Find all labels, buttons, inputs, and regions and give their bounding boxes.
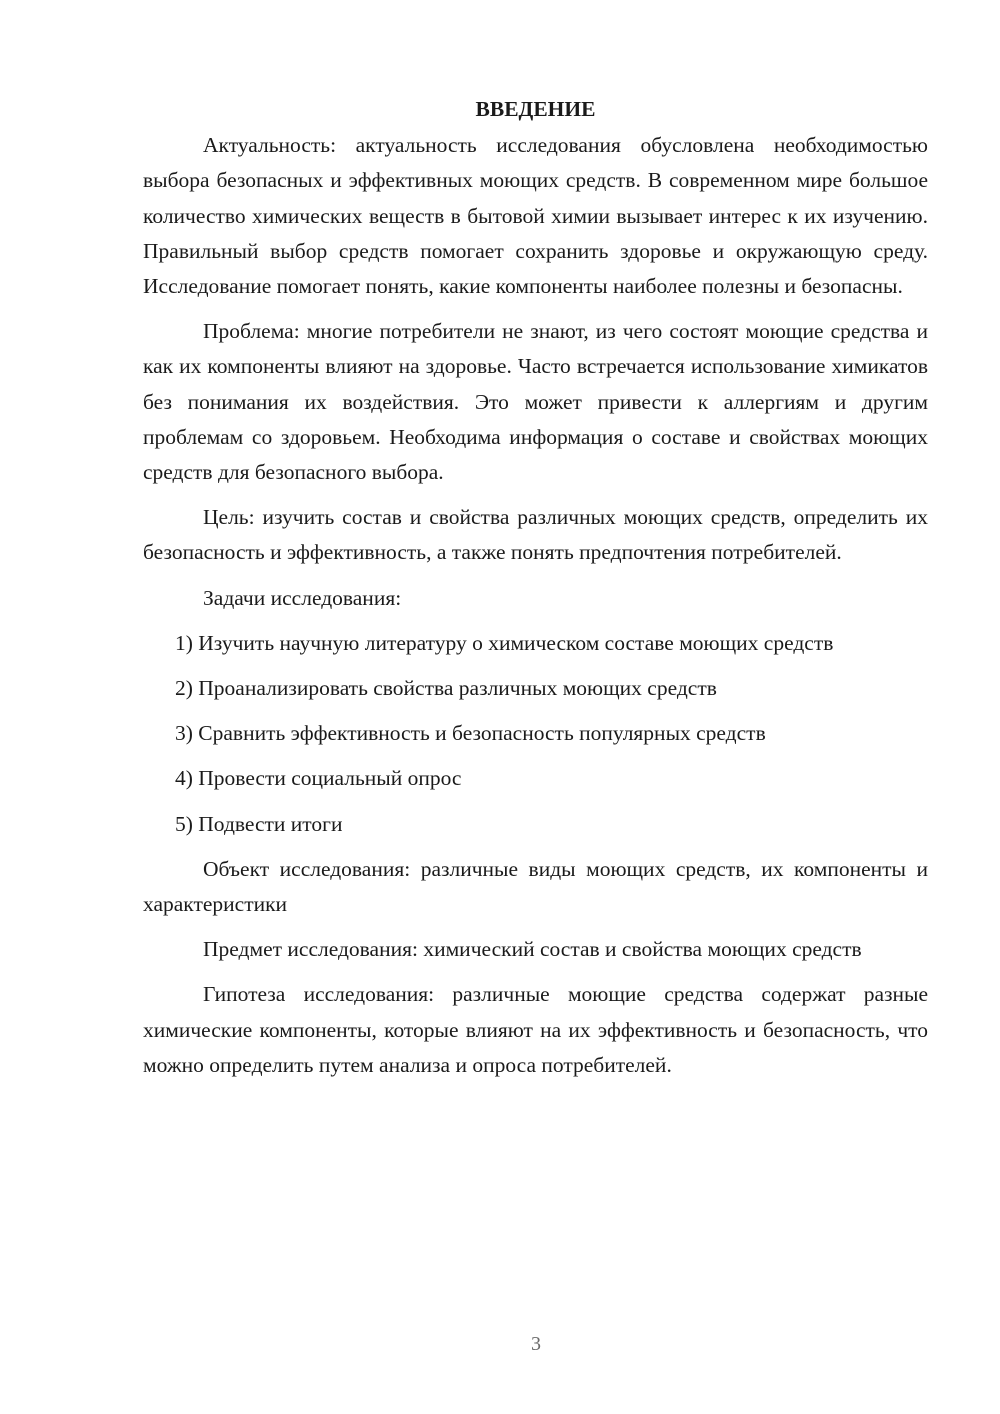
paragraph-goal: Цель: изучить состав и свойства различных моющих средств, определить их безопасность и эффективность, а также понять предпочтения потребителей. <box>143 505 928 565</box>
task-item: 1) Изучить научную литературу о химическом составе моющих средств <box>175 630 834 655</box>
paragraph-problem: Проблема: многие потребители не знают, из чего состоят моющие средства и как их компоненты влияют на здоровье. Часто встречается использование химикатов без понимания их воздействия. Это может привести к аллергиям и другим проблемам со здоровьем. Необходима информация о составе и свойствах моющих средств для безопасного выбора. <box>143 319 928 485</box>
task-item: 4) Провести социальный опрос <box>175 766 462 791</box>
task-item: 2) Проанализировать свойства различных моющих средств <box>175 676 717 701</box>
document-page <box>143 92 928 1093</box>
page-title: ВВЕДЕНИЕ <box>475 97 596 121</box>
task-item: 3) Сравнить эффективность и безопасность популярных средств <box>175 721 766 746</box>
paragraph-object: Объект исследования: различные виды моющих средств, их компоненты и характеристики <box>143 856 928 917</box>
paragraph-relevance: Актуальность: актуальность исследования обусловлена необходимостью выбора безопасных и эффективных моющих средств. В современном мире большое количество химических веществ в бытовой химии вызывает интерес к их изучению. Правильный выбор средств помогает сохранить здоровье и окружающую среду. Исследование помогает понять, какие компоненты наиболее полезны и безопасны. <box>143 133 928 299</box>
tasks-heading: Задачи исследования: <box>203 585 402 610</box>
page-number: 3 <box>531 1333 541 1355</box>
task-item: 5) Подвести итоги <box>175 811 343 836</box>
paragraph-subject: Предмет исследования: химический состав и свойства моющих средств <box>203 937 862 962</box>
tasks-list <box>143 626 928 842</box>
paragraph-hypothesis: Гипотеза исследования: различные моющие средства содержат разные химические компоненты, которые влияют на их эффективность и безопасность, что можно определить путем анализа и опроса потребителей. <box>143 982 928 1077</box>
